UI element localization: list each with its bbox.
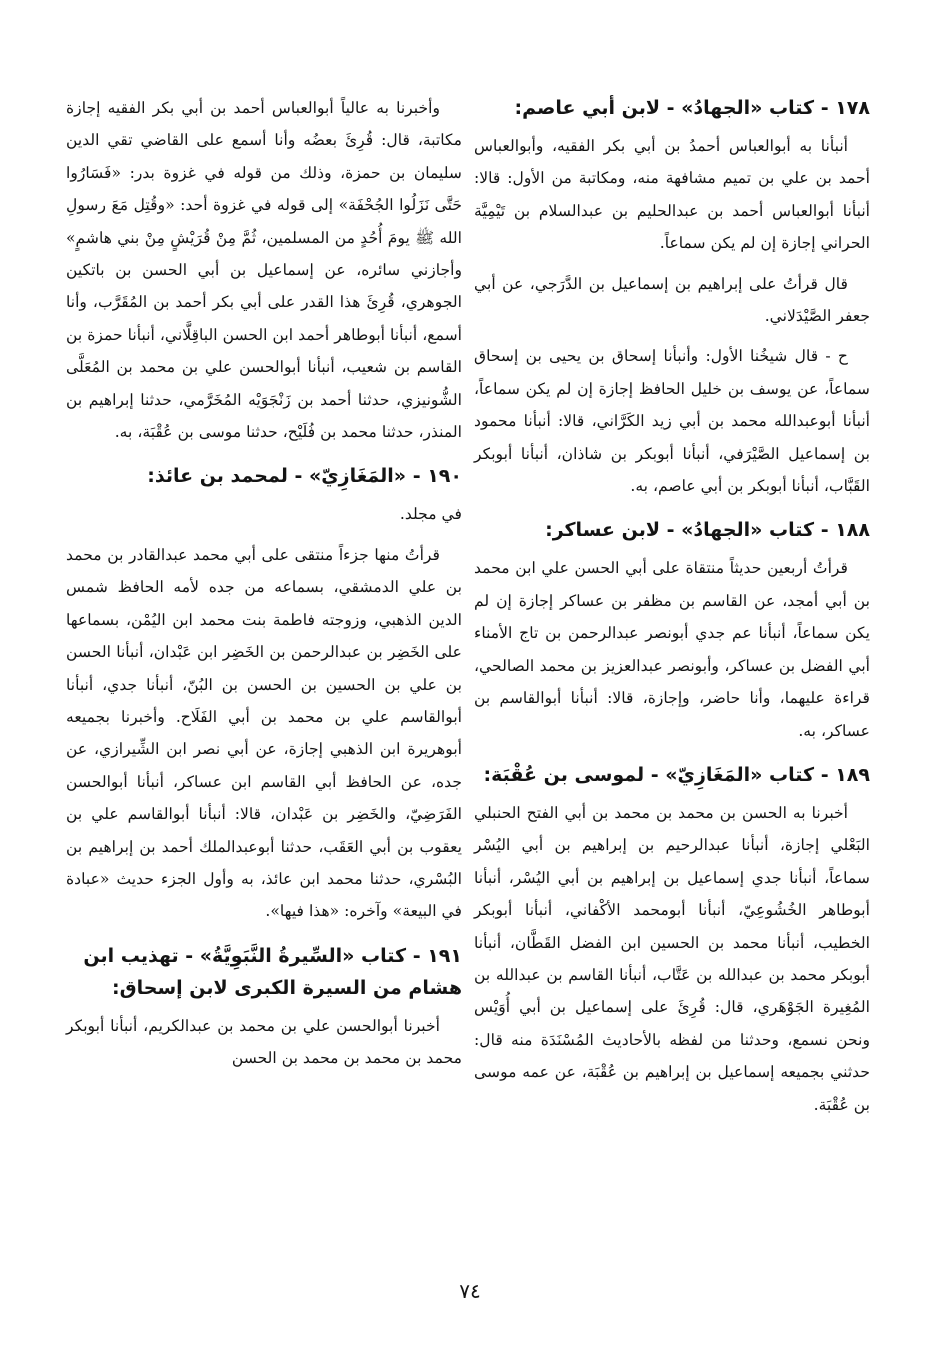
- section-heading-189: ١٨٩ - كتاب «المَغَازِيّ» - لموسى بن عُقْبَة:: [483, 763, 870, 786]
- section-heading-178: ١٧٨ - كتاب «الجهادُ» - لابن أبي عاصم:: [514, 97, 870, 119]
- paragraph: قرأتُ أربعين حديثاً منتقاة على أبي الحسن علي ابن محمد بن أبي أمجد، عن القاسم بن مظفر بن عساكر إجازة إن لم يكن سماعاً، أنبأنا عم جدي أبونصر عبدالرحمن بن تاج الأمناء أبي الفضل بن عساكر، وأبونصر عبدالعزيز بن محمد الصالحي، قراءة عليهما، وأنا حاضر، وإجازة، قالا: أنبأنا أبوالقاسم بن عساكر، به.: [474, 559, 870, 740]
- section-heading-191: ١٩١ - كتاب «السِّيرةُ النَّبَوِيَّةُ» - تهذيب ابن هشام من السيرة الكبرى لابن إسحاق:: [83, 944, 462, 999]
- right-column: [474, 92, 870, 1129]
- paragraph: أنبأنا به أبوالعباس أحمدُ بن أبي بكر الفقيه، وأبوالعباس أحمد بن علي بن تميم مشافهة منه، ومكاتبة من الأول: قالا: أنبأنا أبوالعباس أحمد بن عبدالحليم بن عبدالسلام بن تَيْمِيَّة الحراني إجازة إن لم يكن سماعاً.: [474, 137, 870, 253]
- paragraph: وأخبرنا به عالياً أبوالعباس أحمد بن أبي بكر الفقيه إجازة مكاتبة، قال: قُرِئَ بعضُه وأنا أسمع على القاضي تقي الدين سليمان بن حمزة، وذلك من قوله في غزوة بدر: «فَسَارُوا حَتَّى نَزَلُوا الجُحْفَة» إلى قوله في غزوة أحد: «وقُتِل مَعَ رسولِ الله ﷺ يومَ أُحُدٍ من المسلمين، ثُمَّ مِنْ قُرَيْشٍ مِنْ بني هاشمٍ» وأجازني سائره، عن إسماعيل بن أبي الحسن بن باتكين الجوهري، قُرِئَ هذا القدر على أبي بكر أحمد بن المُقَرَّب، وأنا أسمع، أنبأنا أبوطاهر أحمد ابن الحسن الباقِلَّاني، أنبأنا حمزة بن القاسم بن شعيب، أنبأنا أبوالحسن علي بن محمد بن المُعَلَّى الشُّونيزي، حدثنا أحمد بن زَنْجَوَيْه المُخَرَّمي، حدثنا إبراهيم بن المنذر، حدثنا محمد بن فُلَيْح، حدثنا موسى بن عُقْبَة، به.: [66, 99, 462, 442]
- paragraph: أخبرنا به الحسن بن محمد بن محمد بن أبي الفتح الحنبلي البَعْلي إجازة، أنبأنا عبدالرحيم بن إبراهيم بن أبي اليُسْر سماعاً، أنبأنا جدي إسماعيل بن إبراهيم بن أبي اليُسْر، أنبأنا أبوطاهر الخُشُوعِيّ، أنبأنا أبومحمد الأكْفاني، أنبأنا أبوبكر الخطيب، أنبأنا محمد بن الحسين ابن الفضل القَطَّان، أنبأنا أبوبكر محمد بن عبدالله بن عَتَّاب، أنبأنا القاسم بن عبدالله بن المُغِيرة الجَوْهَري، قال: قُرِئَ على إسماعيل بن أبي أُوَيْس ونحن نسمع، وحدثنا من لفظه بالأحاديث المُسْنَدَة منه قال: حدثني بجميعه إسماعيل بن إبراهيم بن عُقْبَة، عن عمه موسى بن عُقْبَة.: [474, 803, 870, 1114]
- section-heading-188: ١٨٨ - كتاب «الجهادُ» - لابن عساكر:: [545, 519, 870, 542]
- paragraph: ح - قال شيخُنا الأول: وأنبأنا إسحاق بن يحيى بن إسحاق سماعاً، عن يوسف بن خليل الحافظ إجازة إن لم يكن سماعاً، أنبأنا أبوعبدالله محمد بن أبي زيد الكَرَّاني، قالا: أنبأنا محمود بن إسماعيل الصَّيْرَفي، أنبأنا أبوبكر بن شاذان، أنبأنا أبوبكر القَبَّاب، أنبأنا أبوبكر بن أبي عاصم، به.: [474, 347, 870, 496]
- left-column: [66, 92, 462, 1083]
- paragraph: قال قرأتُ على إبراهيم بن إسماعيل بن الدَّرَجي، عن أبي جعفر الصَّيْدَلاني.: [474, 274, 870, 326]
- paragraph: قرأتُ منها جزءاً منتقى على أبي محمد عبدالقادر بن محمد بن علي الدمشقي، بسماعه من جده لأمه الحافظ شمس الدين الذهبي، وزوجته فاطمة بنت محمد ابن اليُمْن، بسماعها على الخَضِر بن عبدالرحمن بن الخَضِر ابن عَبْدان، أنبأنا الحسن بن علي بن الحسين بن الحسن بن البُنّ، أنبأنا جدي، أنبأنا أبوالقاسم علي بن محمد بن أبي الفَلَاح. وأخبرنا بجميعه أبوهريرة ابن الذهبي إجازة، عن أبي نصر ابن الشِّيرازي، عن جده، عن الحافظ أبي القاسم ابن عساكر، أنبأنا أبوالحسن الفَرَضِيّ، والخَضِر بن عَبْدان، قالا: أنبأنا أبوالقاسم علي بن يعقوب بن أبي العَقَب، حدثنا أبوعبدالملك أحمد بن إبراهيم بن البُسْري، حدثنا محمد ابن عائذ، به وأول الجزء حديث «عبادة في البيعة» وآخره: «هذا فيها».: [66, 545, 462, 921]
- paragraph: أخبرنا أبوالحسن علي بن محمد بن عبدالكريم، أنبأنا أبوبكر محمد بن محمد بن محمد بن الحسن: [66, 1016, 462, 1068]
- page-number: ٧٤: [459, 1279, 481, 1303]
- section-heading-190: ١٩٠ - «المَغَازِيّ» - لمحمد بن عائذ:: [147, 465, 462, 488]
- paragraph: في مجلد.: [399, 505, 462, 524]
